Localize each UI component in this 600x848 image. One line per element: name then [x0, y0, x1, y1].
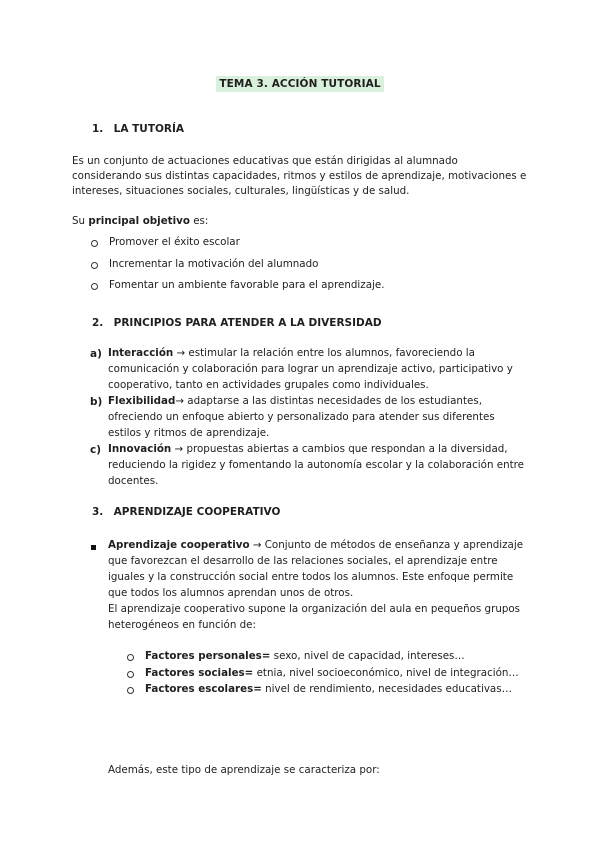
principle-interaccion — [108, 346, 475, 361]
section-number: 3. — [92, 506, 104, 518]
list-item: Incrementar la motivación del alumnado — [109, 258, 319, 270]
principle-flexibilidad — [108, 394, 482, 409]
factor-text: nivel de rendimiento, necesidades educativas… — [261, 683, 512, 695]
factor-name: Factores personales= — [145, 650, 271, 662]
factor-name: Factores sociales= — [145, 667, 254, 679]
paragraph-line: comunicación y colaboración para lograr un aprendizaje activo, participativo y — [108, 363, 513, 375]
circle-bullet-icon — [91, 240, 98, 247]
factor-item — [145, 682, 512, 697]
list-label: b) — [90, 396, 103, 408]
paragraph-line: reduciendo la rigidez y fomentando la autonomía escolar y la colaboración entre — [108, 459, 524, 471]
principle-innovacion — [108, 442, 508, 457]
factor-item — [145, 649, 465, 664]
term-text: → Conjunto de métodos de enseñanza y aprendizaje — [249, 539, 524, 551]
paragraph-line: heterogéneos en función de: — [108, 619, 256, 631]
principle-name: Flexibilidad — [108, 395, 176, 407]
paragraph-line: El aprendizaje cooperativo supone la organización del aula en pequeños grupos — [108, 603, 521, 615]
section-heading-aprendizaje — [92, 506, 280, 518]
list-label: a) — [90, 348, 102, 360]
factor-name: Factores escolares= — [145, 683, 262, 695]
paragraph-line: cooperativo, tanto en actividades grupales como individuales. — [108, 379, 429, 391]
paragraph-line: Es un conjunto de actuaciones educativas que están dirigidas al alumnado — [72, 155, 458, 167]
objective-prefix: Su — [72, 215, 89, 227]
principle-text: → estimular la relación entre los alumnos, favoreciendo la — [173, 347, 475, 359]
circle-bullet-icon — [127, 687, 134, 694]
section-number: 1. — [92, 123, 104, 135]
paragraph-line: ofreciendo un enfoque abierto y personalizado para atender sus diferentes — [108, 411, 495, 423]
objective-suffix: es: — [189, 215, 209, 227]
document-title: TEMA 3. ACCIÓN TUTORIAL — [216, 76, 383, 92]
principle-text: → adaptarse a las distintas necesidades de los estudiantes, — [175, 395, 482, 407]
closing-line: Además, este tipo de aprendizaje se caracteriza por: — [108, 764, 380, 776]
circle-bullet-icon — [127, 671, 134, 678]
paragraph-line: iguales y la construcción social entre todos los alumnos. Este enfoque permite — [108, 571, 514, 583]
factor-item — [145, 666, 519, 681]
square-bullet-icon — [91, 545, 96, 550]
circle-bullet-icon — [91, 262, 98, 269]
factor-text: sexo, nivel de capacidad, intereses… — [270, 650, 465, 662]
circle-bullet-icon — [127, 654, 134, 661]
section-title: LA TUTORÍA — [113, 123, 185, 135]
section-title: PRINCIPIOS PARA ATENDER A LA DIVERSIDAD — [113, 317, 382, 329]
section-number: 2. — [92, 317, 104, 329]
cooperative-definition — [108, 538, 523, 553]
principle-text: → propuestas abiertas a cambios que respondan a la diversidad, — [171, 443, 508, 455]
list-item: Fomentar un ambiente favorable para el aprendizaje. — [109, 279, 385, 291]
principle-name: Interacción — [108, 347, 174, 359]
objective-bold: principal objetivo — [88, 215, 190, 227]
paragraph-line: que favorezcan el desarrollo de las relaciones sociales, el aprendizaje entre — [108, 555, 498, 567]
objective-line — [72, 214, 208, 229]
principle-name: Innovación — [108, 443, 172, 455]
circle-bullet-icon — [91, 283, 98, 290]
paragraph-line: docentes. — [108, 475, 159, 487]
section-heading-tutoria — [92, 123, 184, 135]
paragraph-line: que todos los alumnos aprendan unos de otros. — [108, 587, 354, 599]
list-label: c) — [90, 444, 102, 456]
paragraph-line: intereses, situaciones sociales, culturales, lingüísticas y de salud. — [72, 185, 410, 197]
paragraph-line: estilos y ritmos de aprendizaje. — [108, 427, 270, 439]
factor-text: etnia, nivel socioeconómico, nivel de integración… — [253, 667, 519, 679]
term-name: Aprendizaje cooperativo — [108, 539, 250, 551]
list-item: Promover el éxito escolar — [109, 236, 240, 248]
section-heading-principios — [92, 317, 382, 329]
paragraph-line: considerando sus distintas capacidades, ritmos y estilos de aprendizaje, motivaciones e — [72, 170, 527, 182]
section-title: APRENDIZAJE COOPERATIVO — [113, 506, 281, 518]
